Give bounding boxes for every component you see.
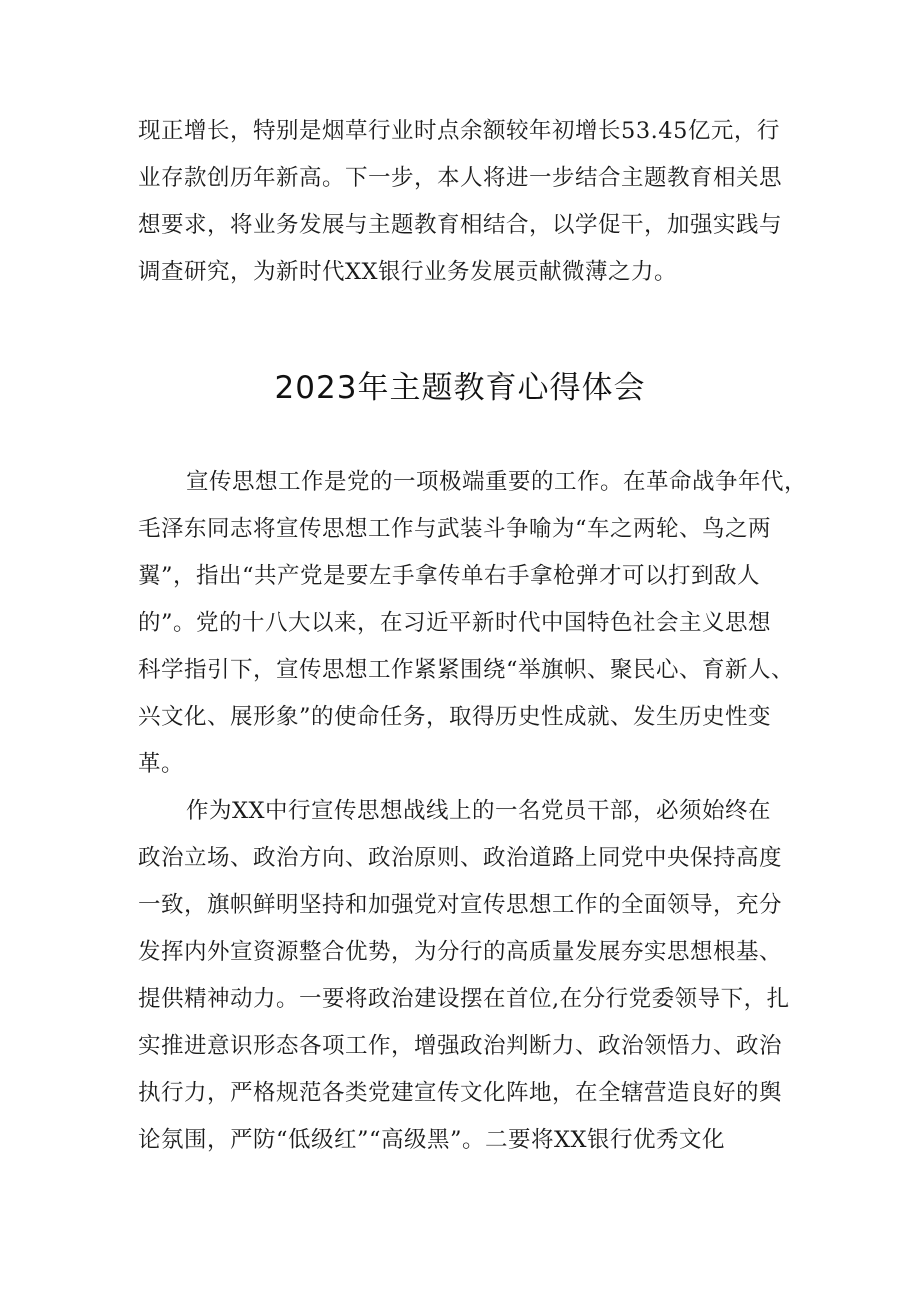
text-line: 毛泽东同志将宣传思想工作与武装斗争喻为“车之两轮、鸟之两 — [138, 516, 772, 542]
text-line: 宣传思想工作是党的一项极端重要的工作。在革命战争年代， — [186, 469, 808, 495]
text-line: 实推进意识形态各项工作，增强政治判断力、政治领悟力、政治 — [138, 1033, 783, 1059]
text-line: 革。 — [138, 751, 185, 777]
text-line: 一致，旗帜鲜明坚持和加强党对宣传思想工作的全面领导，充分 — [138, 892, 783, 918]
text-line: 执行力，严格规范各类党建宣传文化阵地，在全辖营造良好的舆 — [138, 1080, 783, 1106]
text-line: 的”。党的十八大以来，在习近平新时代中国特色社会主义思想 — [138, 610, 772, 636]
text-line: 提供精神动力。一要将政治建设摆在首位,在分行党委领导下，扎 — [138, 986, 790, 1012]
text-line: 发挥内外宣资源整合优势，为分行的高质量发展夯实思想根基、 — [138, 939, 783, 965]
text-line: 论氛围，严防“低级红”“高级黑”。二要将XX银行优秀文化 — [138, 1127, 726, 1153]
text-line: 翼”，指出“共产党是要左手拿传单右手拿枪弹才可以打到敌人 — [138, 563, 761, 589]
text-line: 科学指引下，宣传思想工作紧紧围绕“举旗帜、聚民心、育新人、 — [138, 657, 795, 683]
text-line: 作为XX中行宣传思想战线上的一名党员干部，必须始终在 — [186, 798, 772, 824]
text-line: 政治立场、政治方向、政治原则、政治道路上同党中央保持高度 — [138, 845, 783, 871]
text-line: 业存款创历年新高。下一步，本人将进一步结合主题教育相关思 — [138, 165, 783, 191]
text-line: 现正增长，特别是烟草行业时点余额较年初增长53.45亿元，行 — [138, 118, 780, 144]
text-line: 兴文化、展形象”的使命任务，取得历史性成就、发生历史性变 — [138, 704, 772, 730]
document-title: 2023年主题教育心得体会 — [274, 370, 646, 406]
text-line: 调查研究，为新时代XX银行业务发展贡献微薄之力。 — [138, 259, 678, 285]
text-line: 想要求，将业务发展与主题教育相结合，以学促干，加强实践与 — [138, 212, 783, 238]
